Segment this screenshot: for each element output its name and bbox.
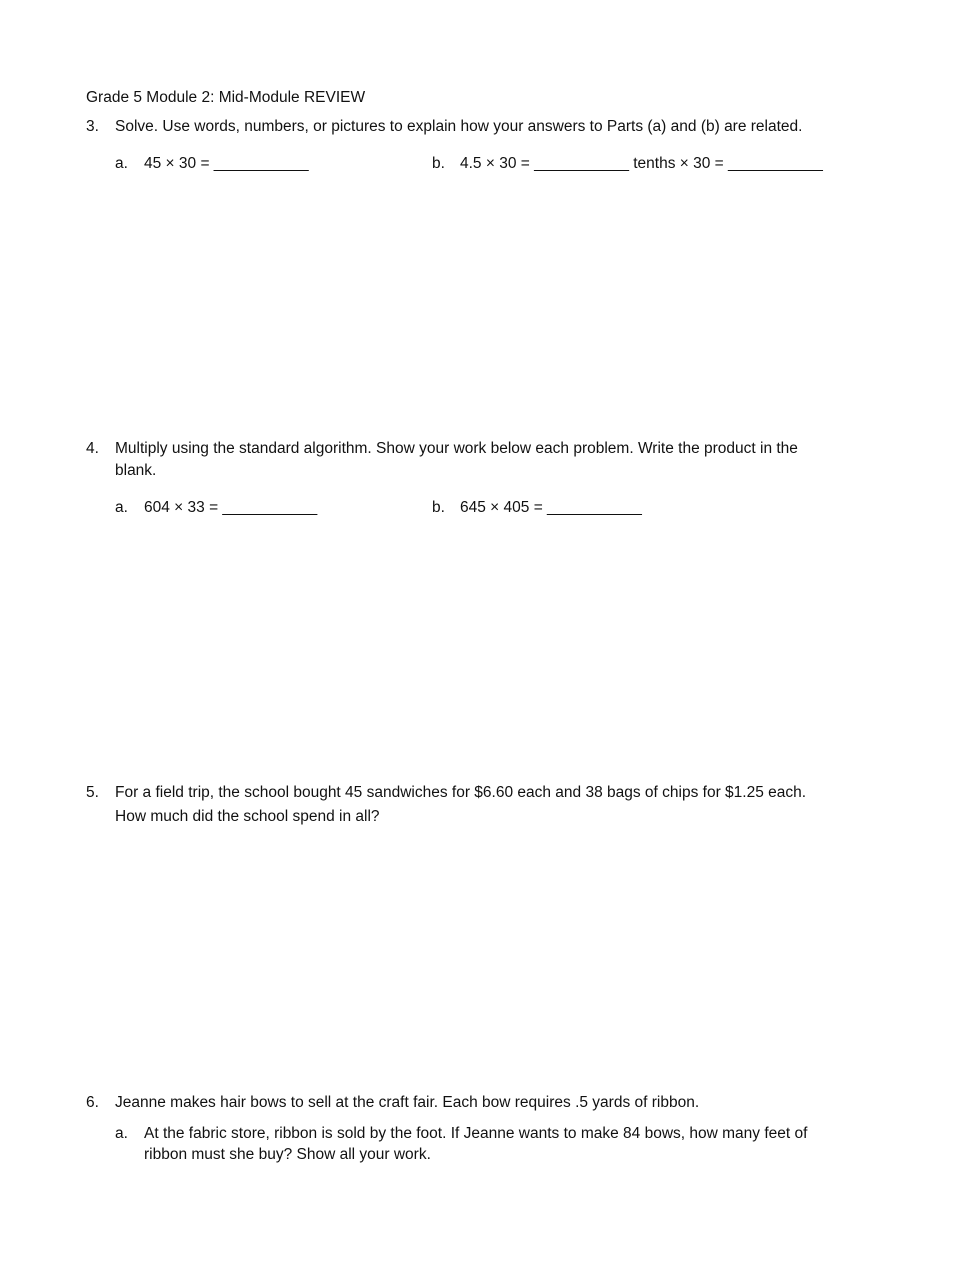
problem-4-number: 4.: [86, 440, 99, 457]
problem-4a-label: a.: [115, 499, 128, 516]
problem-4a-text: 604 × 33 = ___________: [144, 499, 318, 516]
problem-4b-text: 645 × 405 = ___________: [460, 499, 642, 516]
problem-3b-text: 4.5 × 30 = ___________ tenths × 30 = ___________: [460, 155, 823, 172]
problem-3a-text: 45 × 30 = ___________: [144, 155, 309, 172]
problem-6a-text-line1: At the fabric store, ribbon is sold by the foot. If Jeanne wants to make 84 bows, how many feet of: [144, 1125, 808, 1142]
problem-3a-label: a.: [115, 155, 128, 172]
problem-4-text-line1: Multiply using the standard algorithm. Show your work below each problem. Write the product in the: [115, 440, 798, 457]
problem-6-number: 6.: [86, 1094, 99, 1111]
page-title: Grade 5 Module 2: Mid-Module REVIEW: [86, 89, 366, 106]
problem-5-text-line1: For a field trip, the school bought 45 sandwiches for $6.60 each and 38 bags of chips for $1.25 each.: [115, 784, 807, 801]
problem-4b-label: b.: [432, 499, 445, 516]
problem-6a-label: a.: [115, 1125, 128, 1142]
problem-3b-label: b.: [432, 155, 445, 172]
problem-6a-text-line2: ribbon must she buy? Show all your work.: [144, 1146, 431, 1163]
problem-4-text-line2: blank.: [115, 462, 157, 479]
problem-6-text: Jeanne makes hair bows to sell at the craft fair. Each bow requires .5 yards of ribbon.: [115, 1094, 700, 1111]
problem-5-number: 5.: [86, 784, 99, 801]
problem-3-text: Solve. Use words, numbers, or pictures to explain how your answers to Parts (a) and (b) are related.: [115, 118, 803, 135]
problem-3-number: 3.: [86, 118, 99, 135]
problem-5-text-line2: How much did the school spend in all?: [115, 808, 380, 825]
